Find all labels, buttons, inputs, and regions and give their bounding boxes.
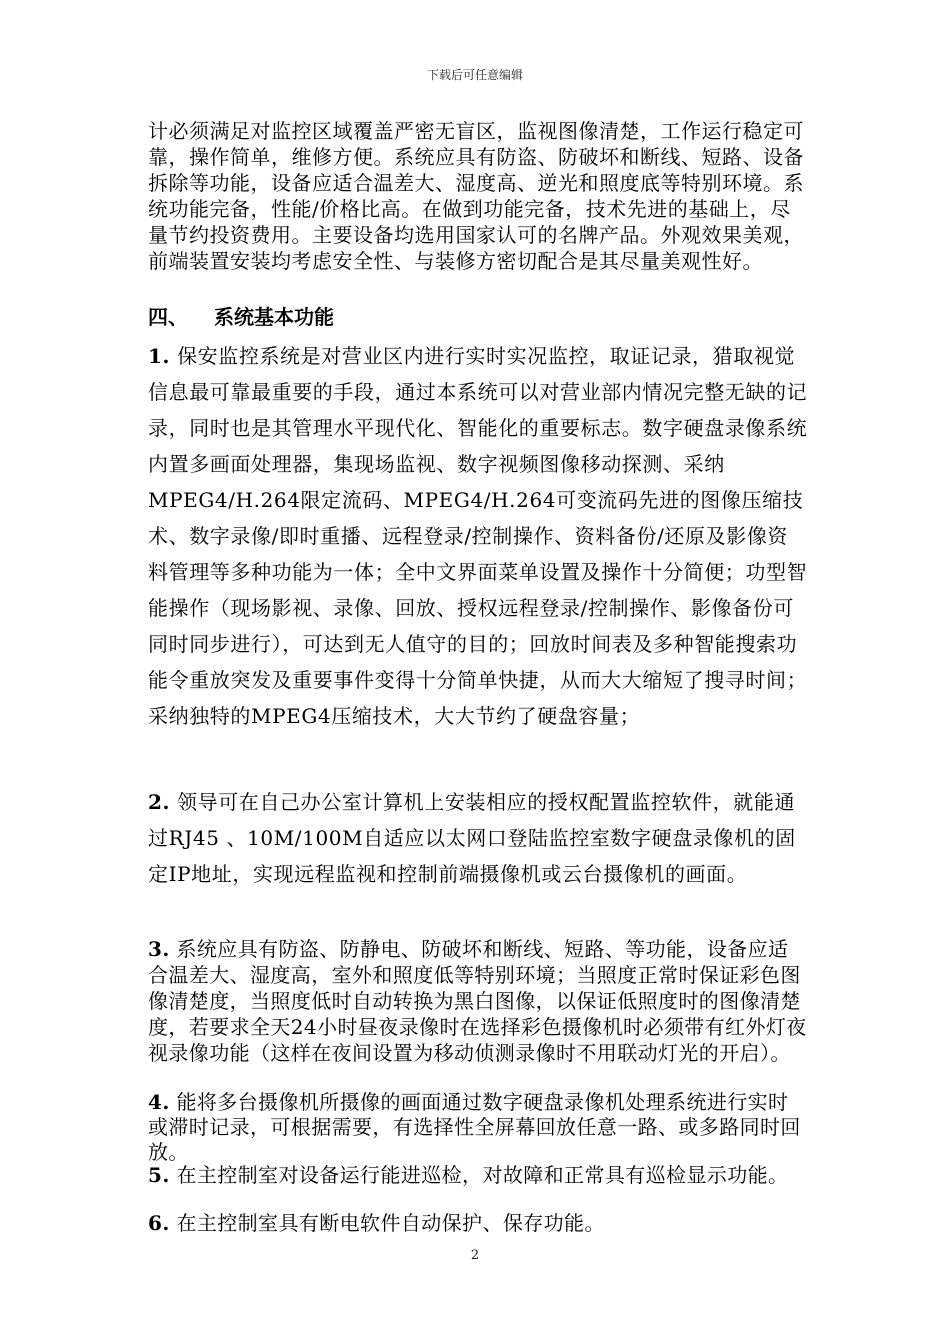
section-title: 系统基本功能 bbox=[214, 305, 334, 329]
item-number: 5. bbox=[148, 1163, 170, 1187]
item-text: 保安监控系统是对营业区内进行实时实况监控，取证记录，猎取视觉信息最可靠最重要的手段，通过本系统可以对营业部内情况完整无缺的记录，同时也是其管理水平现代化、智能化的重要标志。数字硬盘录像系统内置多画面处理器，集现场监视、数字视频图像移动探测、采纳MPEG4/H.264限定流码、MPEG4/H.264可变流码先进的图像压缩技术、数字录像/即时重播、远程登录/控制操作、资料备份/还原及影像资料管理等多种功能为一体；全中文界面菜单设置及操作十分简便；功型智能操作（现场影视、录像、回放、授权远程登录/控制操作、影像备份可同时同步进行），可达到无人值守的目的；回放时间表及多种智能搜索功能令重放突发及重要事件变得十分简单快捷，从而大大缩短了搜寻时间；采纳独特的MPEG4压缩技术，大大节约了硬盘容量； bbox=[148, 344, 808, 728]
item-number: 1. bbox=[148, 344, 171, 368]
list-item-1 bbox=[148, 338, 808, 734]
list-item-6 bbox=[148, 1211, 808, 1236]
list-item-5 bbox=[148, 1163, 808, 1188]
item-text: 在主控制室对设备运行能进巡检，对故障和正常具有巡检显示功能。 bbox=[176, 1163, 789, 1187]
intro-paragraph: 计必须满足对监控区域覆盖严密无盲区，监视图像清楚，工作运行稳定可靠，操作简单，维修方便。系统应具有防盗、防破坏和断线、短路、设备拆除等功能，设备应适合温差大、湿度高、逆光和照度底等特别环境。系统功能完备，性能/价格比高。在做到功能完备，技术先进的基础上，尽量节约投资费用。主要设备均选用国家认可的名牌产品。外观效果美观，前端装置安装均考虑安全性、与装修方密切配合是其尽量美观性好。 bbox=[148, 119, 804, 273]
item-text: 系统应具有防盗、防静电、防破坏和断线、短路、等功能，设备应适合温差大、湿度高，室外和照度低等特别环境；当照度正常时保证彩色图像清楚度，当照度低时自动转换为黑白图像，以保证低照度时的图像清楚度，若要求全天24小时昼夜录像时在选择彩色摄像机时必须带有红外灯夜视录像功能（这样在夜间设置为移动侦测录像时不用联动灯光的开启）。 bbox=[148, 937, 807, 1065]
list-item-4 bbox=[148, 1090, 808, 1165]
page-number: 2 bbox=[470, 1248, 480, 1263]
item-number: 3. bbox=[148, 937, 170, 961]
page-header: 下载后可任意编辑 bbox=[426, 68, 523, 82]
section-heading bbox=[148, 302, 808, 332]
item-text: 领导可在自己办公室计算机上安装相应的授权配置监控软件，就能通过RJ45 、10M/100M自适应以太网口登陆监控室数字硬盘录像机的固定IP地址，实现远程监视和控制前端摄像机或云台摄像机的画面。 bbox=[148, 790, 796, 886]
item-number: 2. bbox=[148, 790, 171, 814]
list-item-2 bbox=[148, 784, 808, 892]
item-number: 4. bbox=[148, 1090, 170, 1114]
list-item-3 bbox=[148, 936, 808, 1066]
item-text: 能将多台摄像机所摄像的画面通过数字硬盘录像机处理系统进行实时或滞时记录，可根据需要，有选择性全屏幕回放任意一路、或多路同时回放。 bbox=[148, 1090, 801, 1164]
item-text: 在主控制室具有断电软件自动保护、保存功能。 bbox=[176, 1211, 605, 1235]
section-number: 四、 bbox=[148, 305, 188, 329]
item-number: 6. bbox=[148, 1211, 170, 1235]
